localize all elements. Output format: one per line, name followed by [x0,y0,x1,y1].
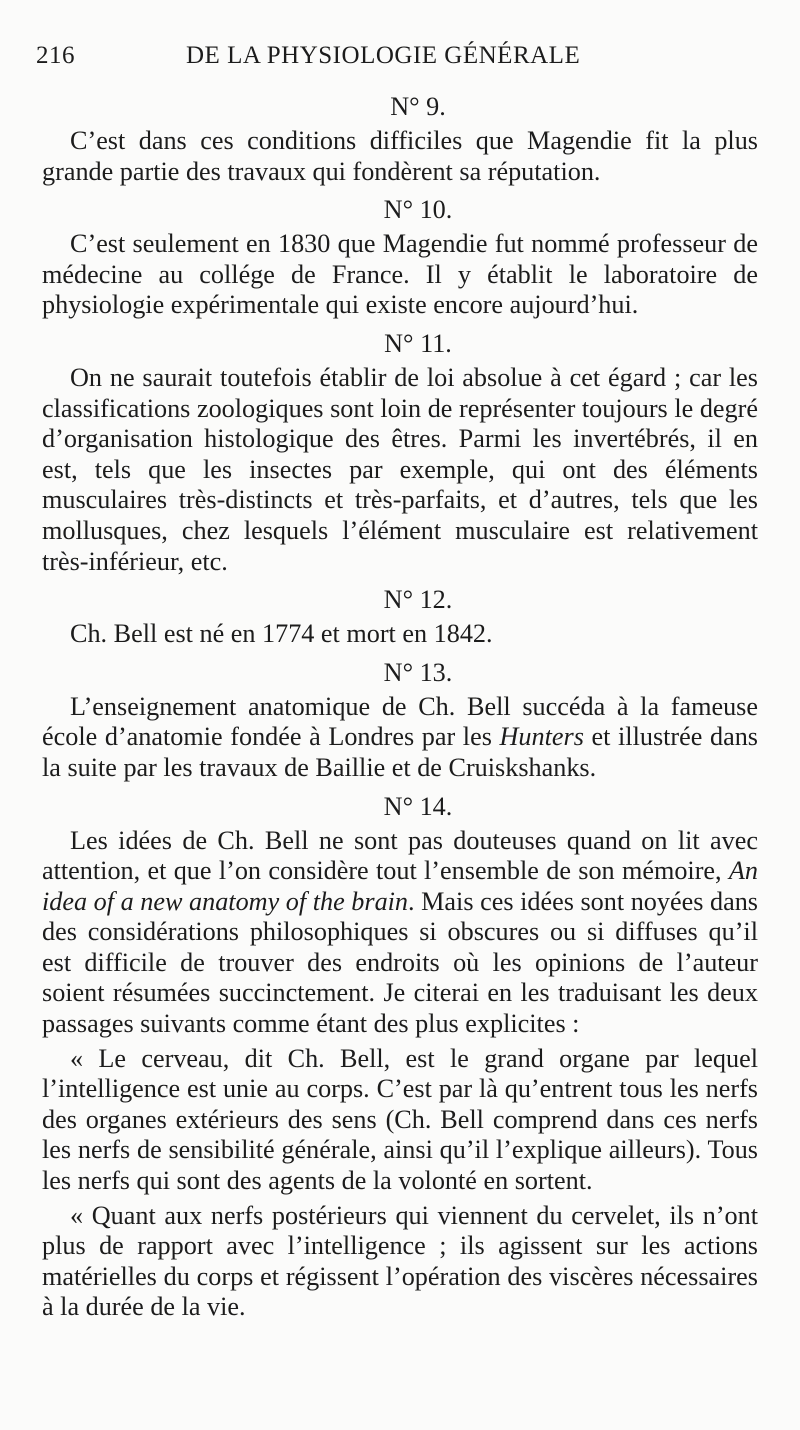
page-header [36,38,776,78]
note-heading-13: N° 13. [383,657,453,687]
note-paragraph-11: On ne saurait toutefois établir de loi absolue à cet égard ; car les classifications zoologiques sont loin de représenter toujours le degré d’organisation histologique des êtres. Parmi les invertébrés, il en est, tels que les insectes par exemple, qui ont des éléments musculaires très-distincts et très-parfaits, et d’autres, tels que les mollusques, chez lesquels l’élément musculaire est relativement très-inférieur, etc. [42,362,758,576]
note-heading-9: N° 9. [390,92,446,121]
note-paragraph-9: C’est dans ces conditions difficiles que Magendie fit la plus grande partie des travaux qui fondèrent sa réputation. [42,126,758,186]
note-13-text-after: et illustrée dans la suite par les travaux de Baillie et de Cruiskshanks. [42,722,758,782]
page-number: 216 [36,42,75,69]
note-heading-14: N° 14. [383,791,453,821]
quote-paragraph-2: « Quant aux nerfs postérieurs qui viennent du cervelet, ils n’ont plus de rapport avec l’intelligence ; ils agissent sur les actions matérielles du corps et régissent l’opération des viscères nécessaires à la durée de la vie. [42,1200,758,1322]
note-heading-11: N° 11. [384,328,452,358]
note-heading-10: N° 10. [383,195,453,225]
note-14-italic-book-title: An idea of a new anatomy of the brain [42,856,758,916]
note-paragraph-12: Ch. Bell est né en 1774 et mort en 1842. [70,619,493,649]
note-heading-12: N° 12. [383,585,453,615]
note-14-text-after: . Mais ces idées sont noyées dans des considérations philosophiques si obscures ou si diffuses qu’il est difficile de trouver des endroits où les opinions de l’auteur soient résumées succinctement. Je citerai en les traduisant les deux passages suivants comme étant des plus explicites : [42,886,758,1039]
note-paragraph-14 [42,826,758,1040]
note-14-text-before: Les idées de Ch. Bell ne sont pas douteuses quand on lit avec attention, et que l’on considère tout l’ensemble de son mémoire, [42,825,758,886]
page-body [42,88,758,1327]
running-title: DE LA PHYSIOLOGIE GÉNÉRALE [186,42,581,69]
note-13-italic-hunters: Hunters [499,722,584,752]
quote-paragraph-1: « Le cerveau, dit Ch. Bell, est le grand organe par lequel l’intelligence est unie au corps. C’est par là qu’entrent tous les nerfs des organes extérieurs des sens (Ch. Bell comprend dans ces nerfs les nerfs de sensibilité générale, ainsi qu’il l’explique ailleurs). Tous les nerfs qui sont des agents de la volonté en sortent. [42,1043,758,1196]
note-paragraph-10: C’est seulement en 1830 que Magendie fut nommé professeur de médecine au collége de France. Il y établit le laboratoire de physiologie expérimentale qui existe encore aujourd’hui. [42,229,758,320]
note-13-text-before: L’enseignement anatomique de Ch. Bell succéda à la fameuse école d’anatomie fondée à Londres par les [42,691,758,752]
note-paragraph-13 [42,692,758,784]
